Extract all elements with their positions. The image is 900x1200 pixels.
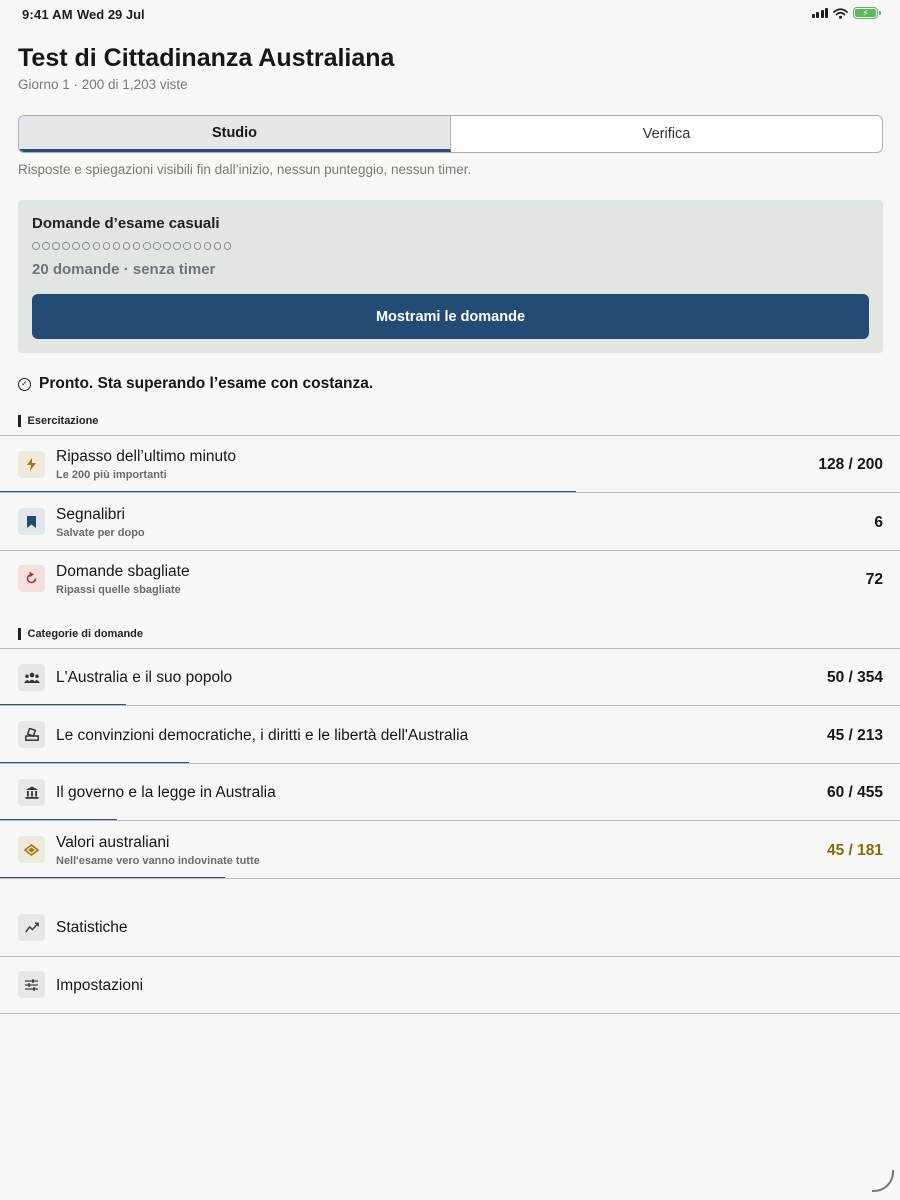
list-item-label: Segnalibri <box>56 506 125 523</box>
list-item-wrong-questions[interactable] <box>0 550 900 607</box>
settings-sliders-icon <box>18 971 45 998</box>
page-title: Test di Cittadinanza Australiana <box>18 44 395 72</box>
status-time: 9:41 AM <box>22 7 73 22</box>
flash-icon <box>18 451 45 478</box>
ballot-icon <box>18 721 45 748</box>
list-item-count: 50 / 354 <box>826 669 883 686</box>
question-dot <box>214 242 222 250</box>
question-dot <box>153 242 161 250</box>
question-dot <box>194 242 202 250</box>
wifi-icon <box>833 8 848 19</box>
question-dots <box>32 242 231 250</box>
list-item-category-democratic-beliefs[interactable] <box>0 705 900 763</box>
battery-charging-icon: ⚡ <box>853 7 878 19</box>
list-item-label: Ripasso dell’ultimo minuto <box>56 448 237 465</box>
question-dot <box>133 242 141 250</box>
list-item-count: 60 / 455 <box>826 784 883 801</box>
list-item-label: Domande sbagliate <box>56 563 190 580</box>
scroll-indicator <box>872 1170 894 1192</box>
list-item-count: 45 / 181 <box>826 842 883 859</box>
question-dot <box>72 242 80 250</box>
question-dot <box>32 242 40 250</box>
list-item-sub: Nell'esame vero vanno indovinate tutte <box>56 855 260 867</box>
question-dot <box>82 242 90 250</box>
cellular-signal-icon <box>812 8 829 18</box>
question-dot <box>143 242 151 250</box>
section-heading-practice <box>18 415 98 427</box>
question-dot <box>113 242 121 250</box>
redo-icon <box>18 565 45 592</box>
readiness-status <box>18 375 373 393</box>
show-questions-button[interactable]: Mostrami le domande <box>32 294 869 339</box>
list-item-sub: Ripassi quelle sbagliate <box>56 584 181 596</box>
list-item-label: Il governo e la legge in Australia <box>56 784 276 801</box>
question-dot <box>62 242 70 250</box>
list-item-label: Statistiche <box>56 919 128 936</box>
question-dot <box>204 242 212 250</box>
question-dot <box>163 242 171 250</box>
question-dot <box>123 242 131 250</box>
mode-description: Risposte e spiegazioni visibili fin dall’inizio, nessun punteggio, nessun timer. <box>18 162 472 177</box>
divider <box>0 878 900 879</box>
question-dot <box>42 242 50 250</box>
question-dot <box>93 242 101 250</box>
people-icon <box>18 664 45 691</box>
list-item-count: 6 <box>874 514 883 531</box>
question-dot <box>224 242 232 250</box>
status-bar <box>0 0 900 28</box>
list-item-label: Impostazioni <box>56 977 144 994</box>
list-item-count: 128 / 200 <box>818 456 883 473</box>
list-item-category-government-law[interactable] <box>0 763 900 820</box>
exam-card-meta: 20 domande · senza timer <box>32 261 216 278</box>
list-item-category-australia-people[interactable] <box>0 648 900 705</box>
government-building-icon <box>18 779 45 806</box>
tab-studio[interactable]: Studio <box>19 116 451 152</box>
question-dot <box>173 242 181 250</box>
list-item-sub: Le 200 più importanti <box>56 469 167 481</box>
bookmark-icon <box>18 508 45 535</box>
list-item-count: 45 / 213 <box>826 727 883 744</box>
divider <box>0 1013 900 1014</box>
australian-values-icon <box>18 836 45 863</box>
list-item-count: 72 <box>865 571 883 588</box>
list-item-label: L'Australia e il suo popolo <box>56 669 233 686</box>
list-item-last-minute-review[interactable] <box>0 435 900 492</box>
status-indicators <box>812 7 879 19</box>
tab-verifica[interactable]: Verifica <box>642 126 691 142</box>
random-exam-card <box>18 200 883 353</box>
page-subtitle: Giorno 1 · 200 di 1,203 viste <box>18 77 188 92</box>
section-heading-categories <box>18 628 143 640</box>
menu-item-statistics[interactable] <box>0 899 900 956</box>
menu-item-settings[interactable] <box>0 956 900 1013</box>
check-circle-icon: ✓ <box>18 378 31 391</box>
section-heading-label: Esercitazione <box>27 415 99 427</box>
list-item-label: Valori australiani <box>56 834 170 851</box>
list-item-sub: Salvate per dopo <box>56 527 145 539</box>
section-heading-label: Categorie di domande <box>27 628 144 640</box>
question-dot <box>52 242 60 250</box>
question-dot <box>103 242 111 250</box>
question-dot <box>183 242 191 250</box>
mode-segmented-control <box>18 115 883 153</box>
status-date: Wed 29 Jul <box>77 7 145 22</box>
list-item-bookmarks[interactable] <box>0 492 900 550</box>
chart-icon <box>18 914 45 941</box>
exam-card-title: Domande d’esame casuali <box>32 215 220 232</box>
list-item-label: Le convinzioni democratiche, i diritti e le libertà dell'Australia <box>56 727 469 744</box>
list-item-category-australian-values[interactable] <box>0 820 900 878</box>
readiness-text: Pronto. Sta superando l’esame con costanza. <box>39 375 374 392</box>
